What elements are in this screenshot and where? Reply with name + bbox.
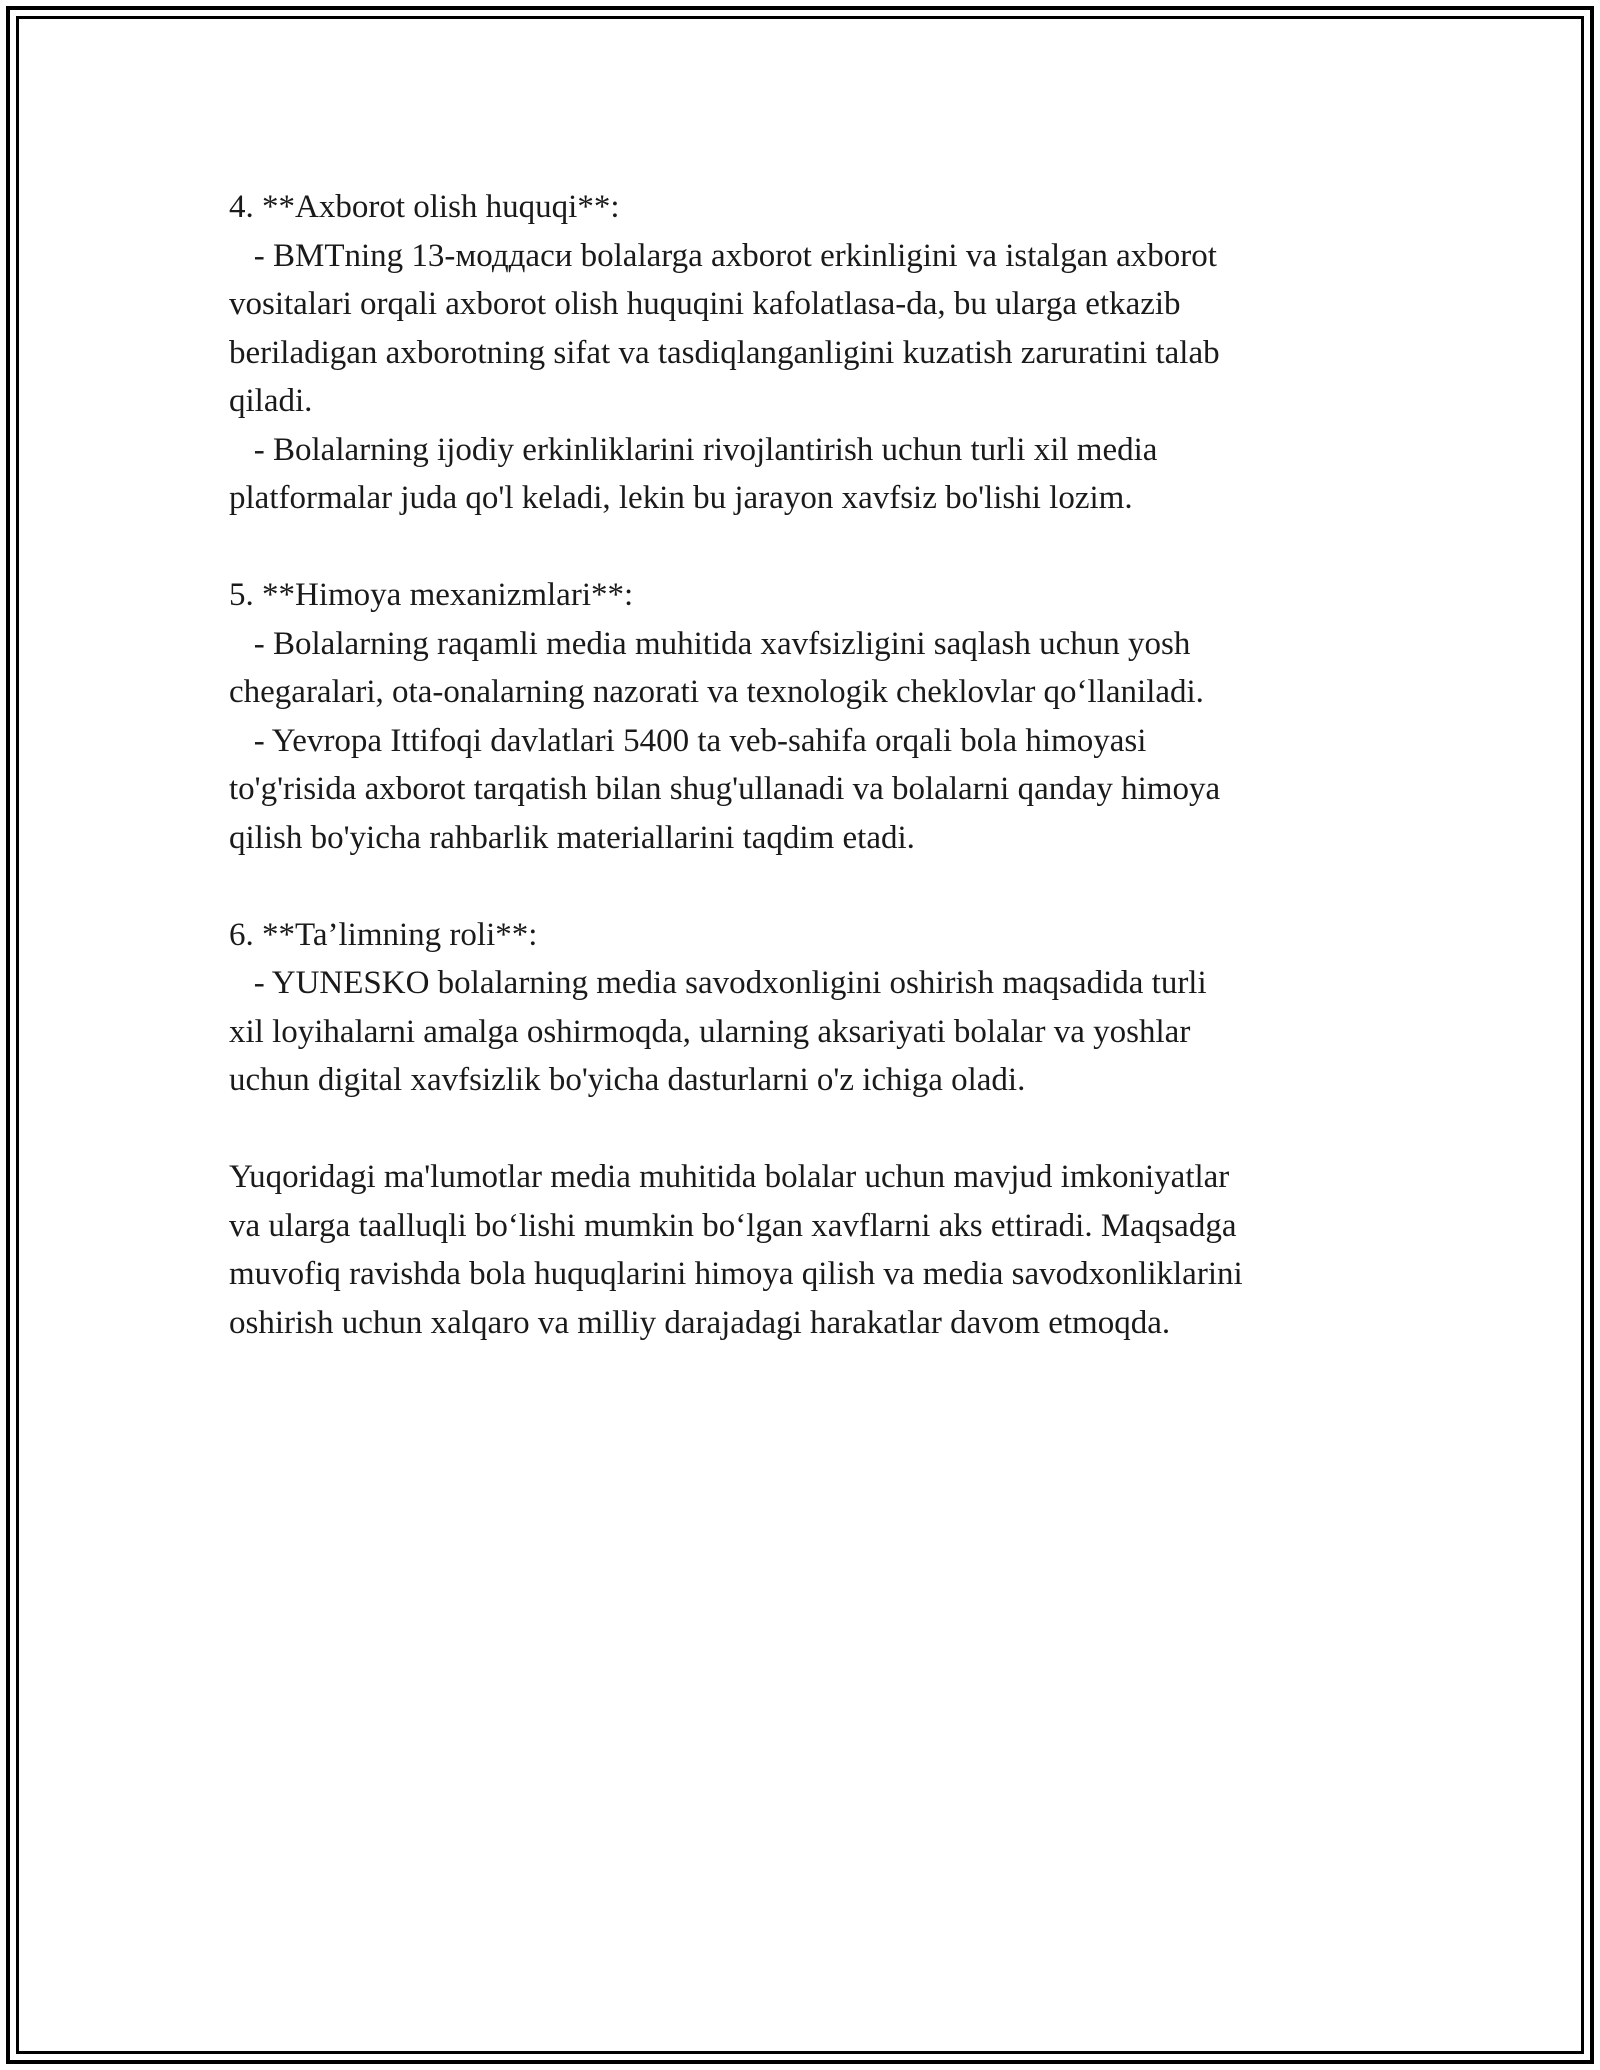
text-line: to'g'risida axborot tarqatish bilan shug'ullanadi va bolalarni qanday himoya xyxy=(229,771,1221,807)
section-heading: 6. **Ta’limning roli**: xyxy=(229,916,538,953)
paragraph-spacer xyxy=(229,862,1369,911)
text-line: qilish bo'yicha rahbarlik materiallarini taqdim etadi. xyxy=(229,819,915,856)
section-access-to-information xyxy=(229,183,1369,523)
text-line: chegaralari, ota-onalarning nazorati va texnologik cheklovlar qo‘llaniladi. xyxy=(229,674,1204,710)
text-line: - BMTning 13-моддаси bolalarga axborot erkinligini va istalgan axborot xyxy=(229,237,1217,274)
text-line: xil loyihalarni amalga oshirmoqda, ularning aksariyati bolalar va yoshlar xyxy=(229,1013,1191,1050)
document-body xyxy=(229,183,1369,1347)
text-line: beriladigan axborotning sifat va tasdiqlanganligini kuzatish zaruratini talab xyxy=(229,334,1220,371)
section-role-of-education xyxy=(229,911,1369,1105)
section-heading: 4. **Axborot olish huquqi**: xyxy=(229,189,620,225)
paragraph-spacer xyxy=(229,523,1369,572)
text-line: - Bolalarning ijodiy erkinliklarini rivojlantirish uchun turli xil media xyxy=(229,431,1158,468)
text-line: - Bolalarning raqamli media muhitida xavfsizligini saqlash uchun yosh xyxy=(229,625,1191,662)
text-line: qiladi. xyxy=(229,383,313,419)
text-line: Yuqoridagi ma'lumotlar media muhitida bolalar uchun mavjud imkoniyatlar xyxy=(229,1159,1230,1195)
text-line: oshirish uchun xalqaro va milliy darajadagi harakatlar davom etmoqda. xyxy=(229,1304,1171,1341)
text-line: - Yevropa Ittifoqi davlatlari 5400 ta veb-sahifa orqali bola himoyasi xyxy=(229,722,1147,759)
conclusion-paragraph xyxy=(229,1153,1369,1347)
text-line: platformalar juda qo'l keladi, lekin bu jarayon xavfsiz bo'lishi lozim. xyxy=(229,480,1133,516)
paragraph-spacer xyxy=(229,1105,1369,1154)
text-line: vositalari orqali axborot olish huquqini kafolatlasa-da, bu ularga etkazib xyxy=(229,286,1181,322)
text-line: muvofiq ravishda bola huquqlarini himoya qilish va media savodxonliklarini xyxy=(229,1256,1243,1292)
section-heading: 5. **Himoya mexanizmlari**: xyxy=(229,577,634,613)
text-line: va ularga taalluqli bo‘lishi mumkin bo‘lgan xavflarni aks ettiradi. Maqsadga xyxy=(229,1207,1237,1244)
section-protection-mechanisms xyxy=(229,571,1369,862)
text-line: - YUNESKO bolalarning media savodxonligini oshirish maqsadida turli xyxy=(229,965,1207,1001)
text-line: uchun digital xavfsizlik bo'yicha dasturlarni o'z ichiga oladi. xyxy=(229,1062,1026,1098)
